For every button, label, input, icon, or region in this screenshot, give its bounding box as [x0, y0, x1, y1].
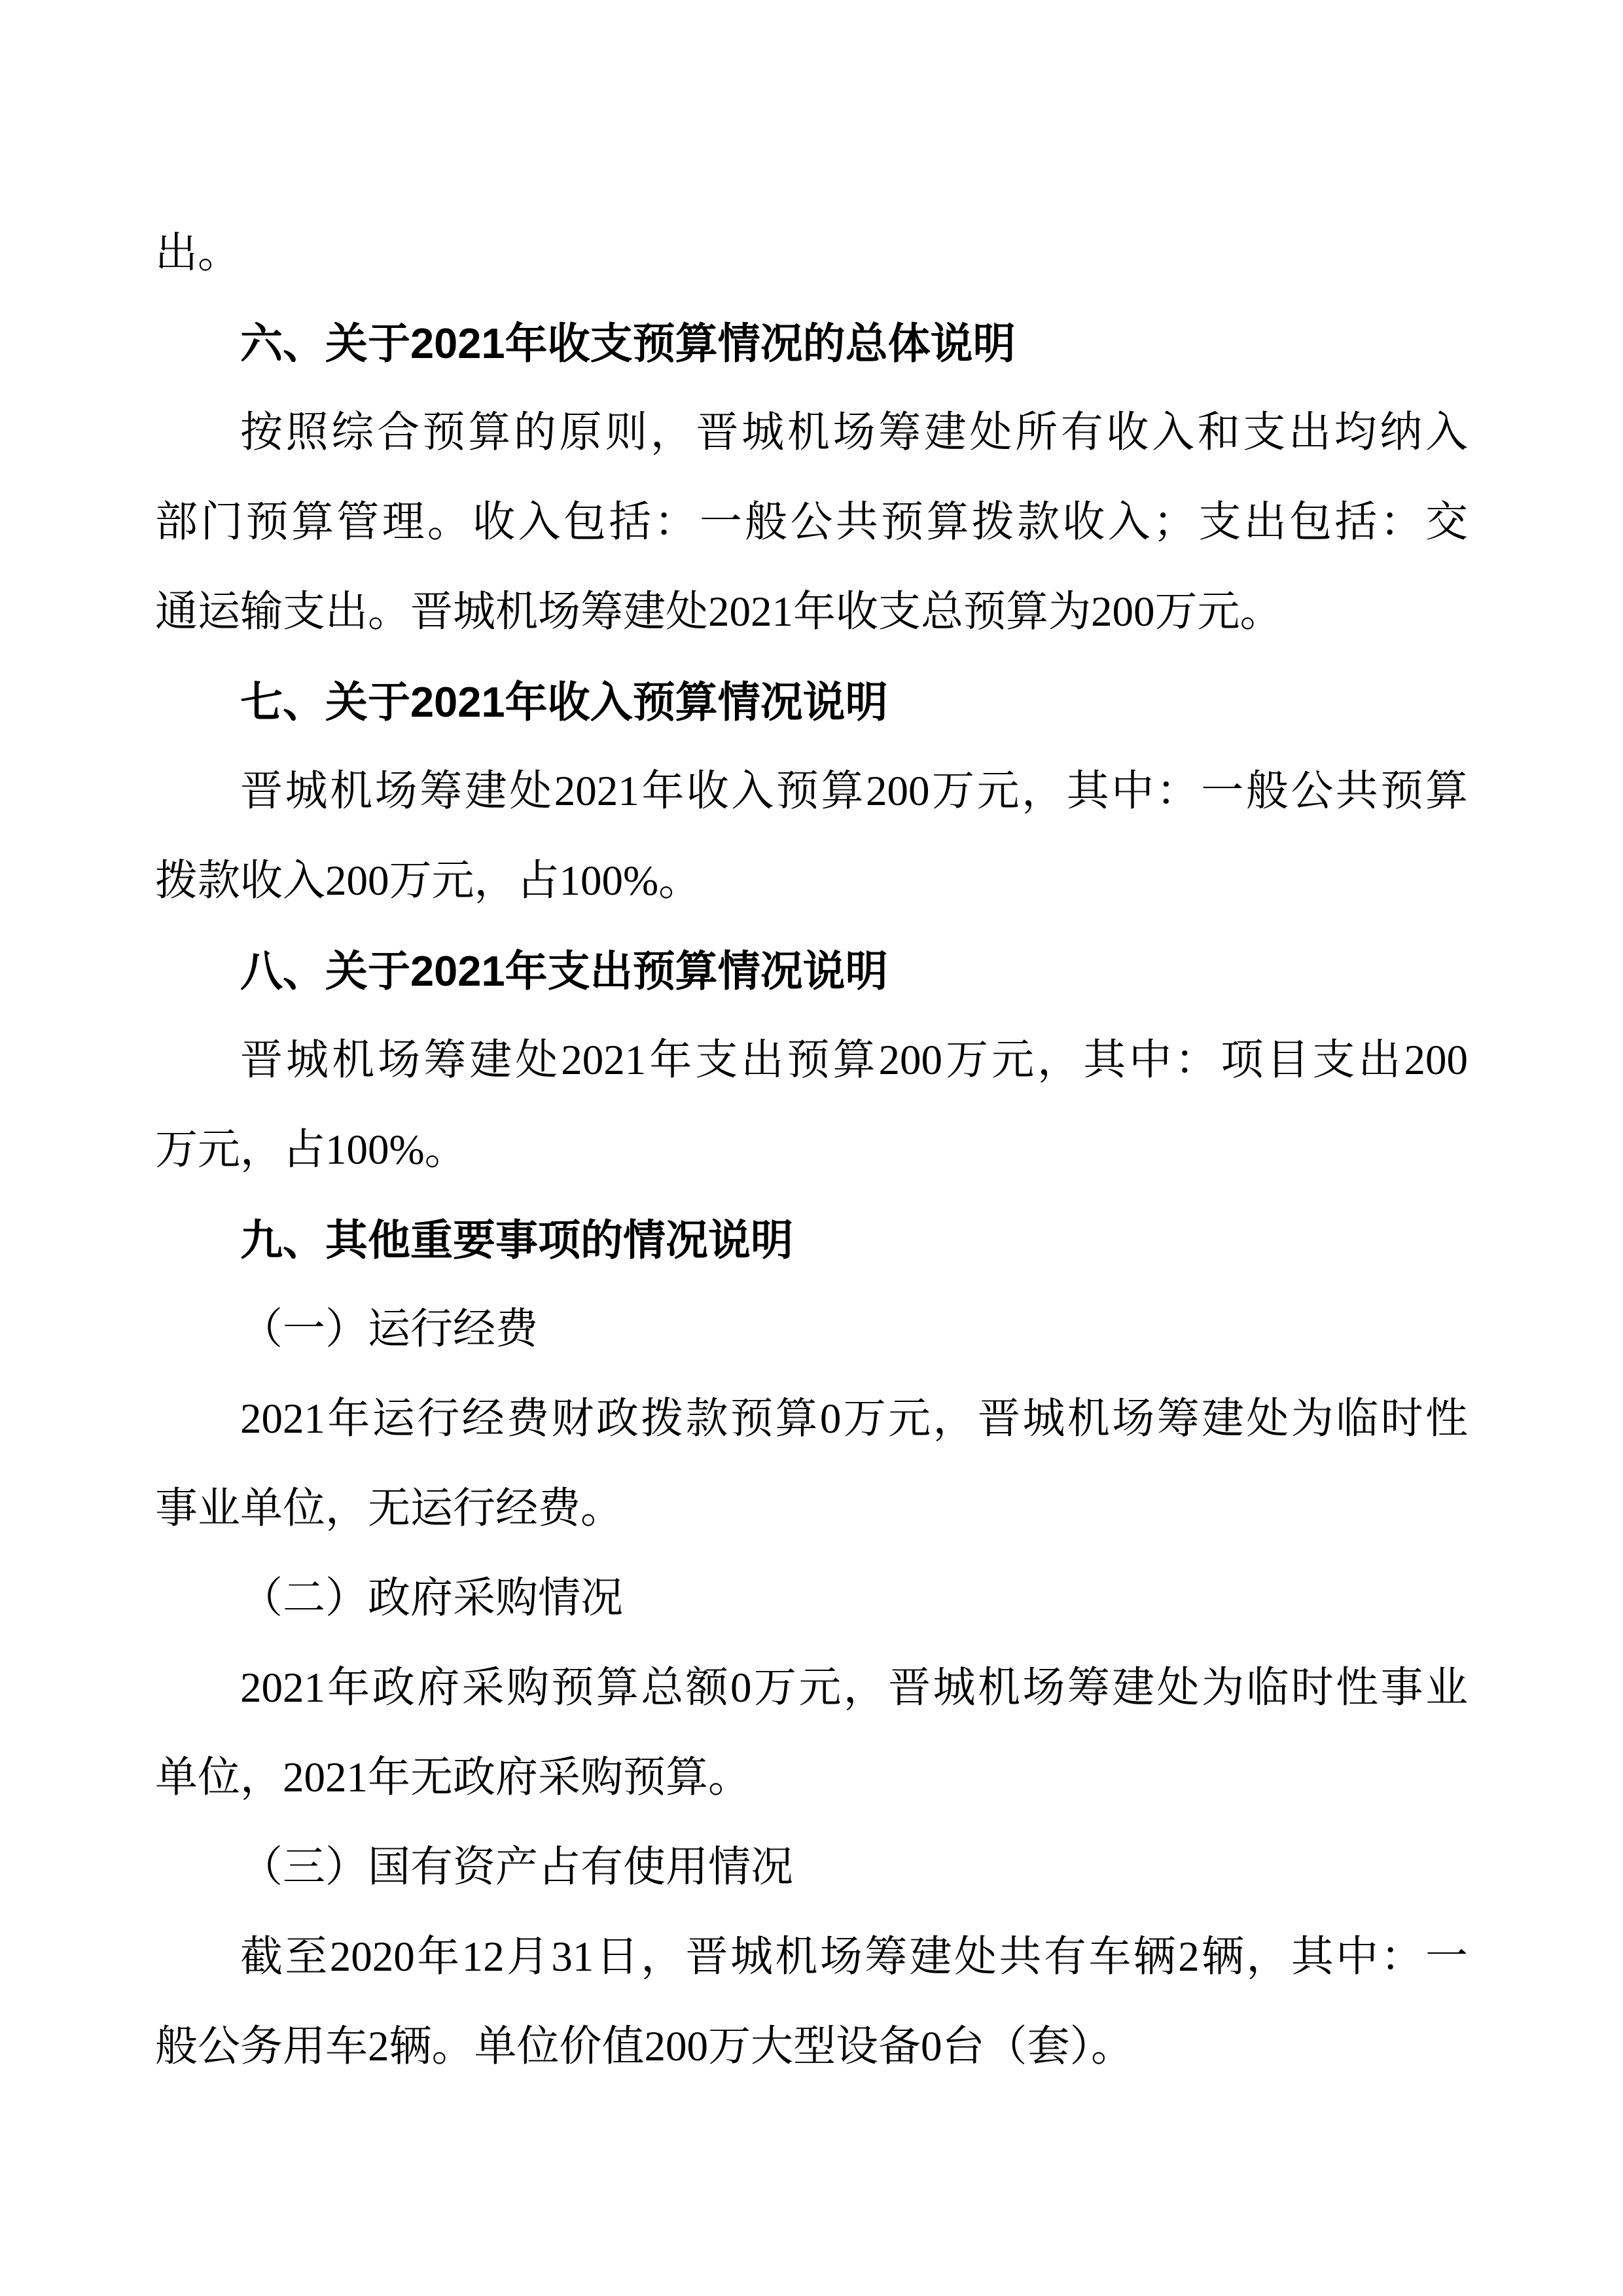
text-line: 2021年运行经费财政拨款预算0万元，晋城机场筹建处为临时性	[240, 1395, 1468, 1443]
document-body	[155, 209, 1468, 2092]
text-line: 单位，2021年无政府采购预算。	[155, 1754, 751, 1801]
text-line: 晋城机场筹建处2021年收入预算200万元，其中：一般公共预算	[240, 768, 1468, 815]
text-line: 晋城机场筹建处2021年支出预算200万元，其中：项目支出200	[240, 1037, 1468, 1084]
text-line: 万元，占100%。	[155, 1126, 467, 1174]
section-heading: 八、关于2021年支出预算情况说明	[240, 947, 888, 995]
text-line: 2021年政府采购预算总额0万元，晋城机场筹建处为临时性事业	[240, 1664, 1468, 1712]
paragraph-continuation-line: 出。	[155, 230, 241, 277]
text-line: 通运输支出。晋城机场筹建处2021年收支总预算为200万元。	[155, 588, 1283, 636]
text-line: 事业单位，无运行经费。	[155, 1485, 624, 1532]
text-line: 截至2020年12月31日，晋城机场筹建处共有车辆2辆，其中：一	[240, 1933, 1468, 1981]
section-heading: 九、其他重要事项的情况说明	[240, 1216, 794, 1264]
section-heading: 七、关于2021年收入预算情况说明	[240, 678, 888, 726]
subsection-heading: （一）运行经费	[240, 1306, 539, 1353]
subsection-heading: （二）政府采购情况	[240, 1575, 624, 1622]
section-heading: 六、关于2021年收支预算情况的总体说明	[240, 319, 1016, 367]
text-line: 按照综合预算的原则，晋城机场筹建处所有收入和支出均纳入	[240, 409, 1468, 456]
subsection-heading: （三）国有资产占有使用情况	[240, 1844, 794, 1891]
text-line: 拨款收入200万元，占100%。	[155, 857, 702, 905]
text-line: 般公务用车2辆。单位价值200万大型设备0台（套）。	[155, 2023, 1134, 2070]
text-line: 部门预算管理。收入包括：一般公共预算拨款收入；支出包括：交	[155, 499, 1468, 546]
